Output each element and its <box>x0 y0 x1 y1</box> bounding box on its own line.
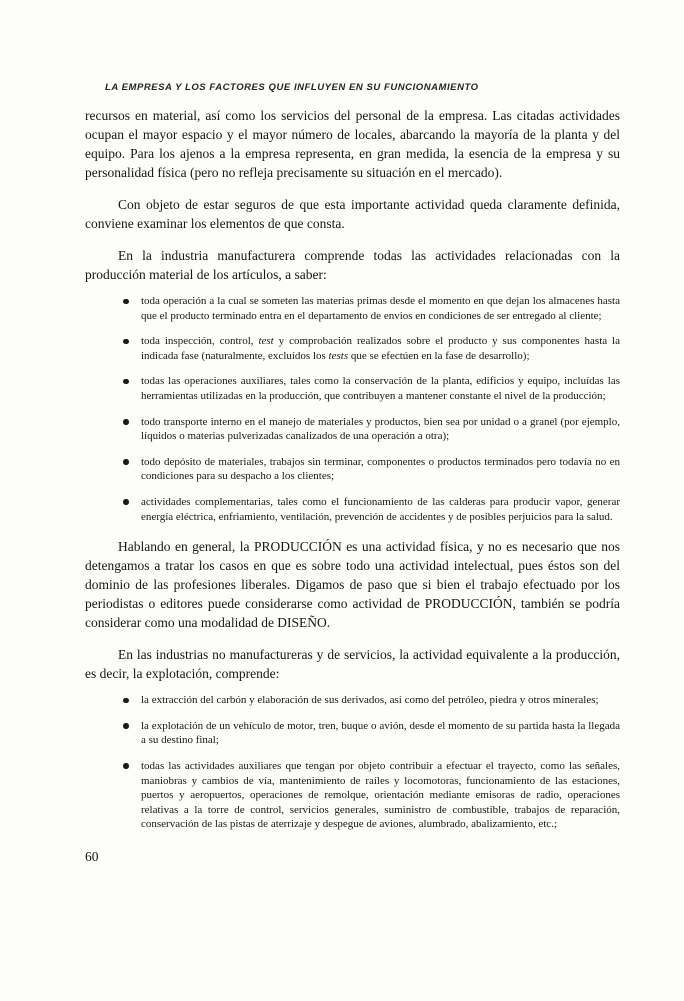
running-header: LA EMPRESA Y LOS FACTORES QUE INFLUYEN EN SU FUNCIONAMIENTO <box>105 82 479 93</box>
list-item <box>122 374 620 403</box>
list-item <box>122 693 620 708</box>
list-item <box>122 334 620 363</box>
list-item-text: actividades complementarias, tales como el funcionamiento de las calderas para producir vapor, generar energía eléctrica, enfriamiento, ventilación, prevención de accidentes y de posibles perjuicios para la salud. <box>141 495 620 523</box>
list-item <box>122 759 620 832</box>
list-item <box>122 415 620 444</box>
exploitation-activities-list <box>122 693 620 832</box>
bullet-icon <box>123 379 129 385</box>
paragraph-resources-continuation: recursos en material, así como los servicios del personal de la empresa. Las citadas actividades ocupan el mayor espacio y el mayor número de locales, abarcando la mayoría de la planta y del equipo. Para los ajenos a la empresa representa, en gran medida, la esencia de la empresa y su personalidad física (pero no refleja precisamente su situación en el mercado). <box>85 108 620 180</box>
bullet-icon <box>123 299 129 305</box>
production-activities-list <box>122 294 620 524</box>
page-number: 60 <box>85 848 99 864</box>
list-item-text: todas las actividades auxiliares que tengan por objeto contribuir a efectuar el trayecto, como las señales, maniobras y cambios de vía, mantenimiento de raíles y locomotoras, funcionamiento de las estaciones, puertos y aeropuertos, operaciones de remolque, orientación mediante emisoras de radio, operaciones relativas a la torre de control, servicios generales, suministro de combustible, trabajos de reparación, conservación de las pistas de aterrizaje y despegue de aviones, alumbrado, abalizamiento, etc.; <box>141 759 620 831</box>
list-item-text: todo depósito de materiales, trabajos sin terminar, componentes o productos terminados pero todavía no en condiciones para su despacho a los clientes; <box>141 455 620 483</box>
list-item-text: la explotación de un vehículo de motor, tren, buque o avión, desde el momento de su partida hasta la llegada a su destino final; <box>141 719 620 747</box>
bullet-icon <box>123 723 129 729</box>
paragraph-industrias-no-manufactureras: En las industrias no manufactureras y de servicios, la actividad equivalente a la producción, es decir, la explotación, comprende: <box>85 647 620 682</box>
list-item-text: todo transporte interno en el manejo de materiales y productos, bien sea por unidad o a granel (por ejemplo, líquidos o materias pulverizadas canalizados de una operación a otra); <box>141 415 620 443</box>
list-item <box>122 719 620 748</box>
list-item <box>122 294 620 323</box>
list-item-text: toda operación a la cual se someten las materias primas desde el momento en que dejan los almacenes hasta que el producto terminado entra en el departamento de envios en condiciones de ser entregado al cliente; <box>141 295 620 322</box>
list-item-text: toda inspección, control, test y comprobación realizados sobre el producto y sus componentes hasta la indicada fase (naturalmente, excluídos los tests que se efectúen en la fase de desarrollo); <box>141 335 620 362</box>
list-item-text: todas las operaciones auxiliares, tales como la conservación de la planta, edificios y equipo, incluídas las herramientas utilizadas en la producción, que contribuyen a mantener constante el nivel de la producción; <box>141 375 620 402</box>
paragraph-industria-manufacturera: En la industria manufacturera comprende todas las actividades relacionadas con la producción material de los artículos, a saber: <box>85 248 620 282</box>
bullet-icon <box>123 499 129 505</box>
bullet-icon <box>123 698 129 704</box>
list-item <box>122 495 620 524</box>
paragraph-hablando-en-general: Hablando en general, la PRODUCCIÓN es una actividad física, y no es necesario que nos detengamos a tratar los casos en que es sobre todo una actividad intelectual, pues éstos son del dominio de las profesiones liberales. Digamos de paso que si bien el trabajo efectuado por los periodistas o editores puede considerarse como actividad de PRODUCCIÓN, también se podría considerar como una modalidad de DISEÑO. <box>85 539 620 631</box>
bullet-icon <box>123 339 129 345</box>
list-item-text: la extracción del carbón y elaboración de sus derivados, así como del petróleo, piedra y otros minerales; <box>141 694 599 707</box>
bullet-icon <box>123 763 129 769</box>
paragraph-con-objeto: Con objeto de estar seguros de que esta importante actividad queda claramente definida, conviene examinar los elementos de que consta. <box>85 197 620 231</box>
list-item <box>122 455 620 484</box>
bullet-icon <box>123 459 129 465</box>
bullet-icon <box>123 419 129 425</box>
text-column <box>85 106 620 832</box>
